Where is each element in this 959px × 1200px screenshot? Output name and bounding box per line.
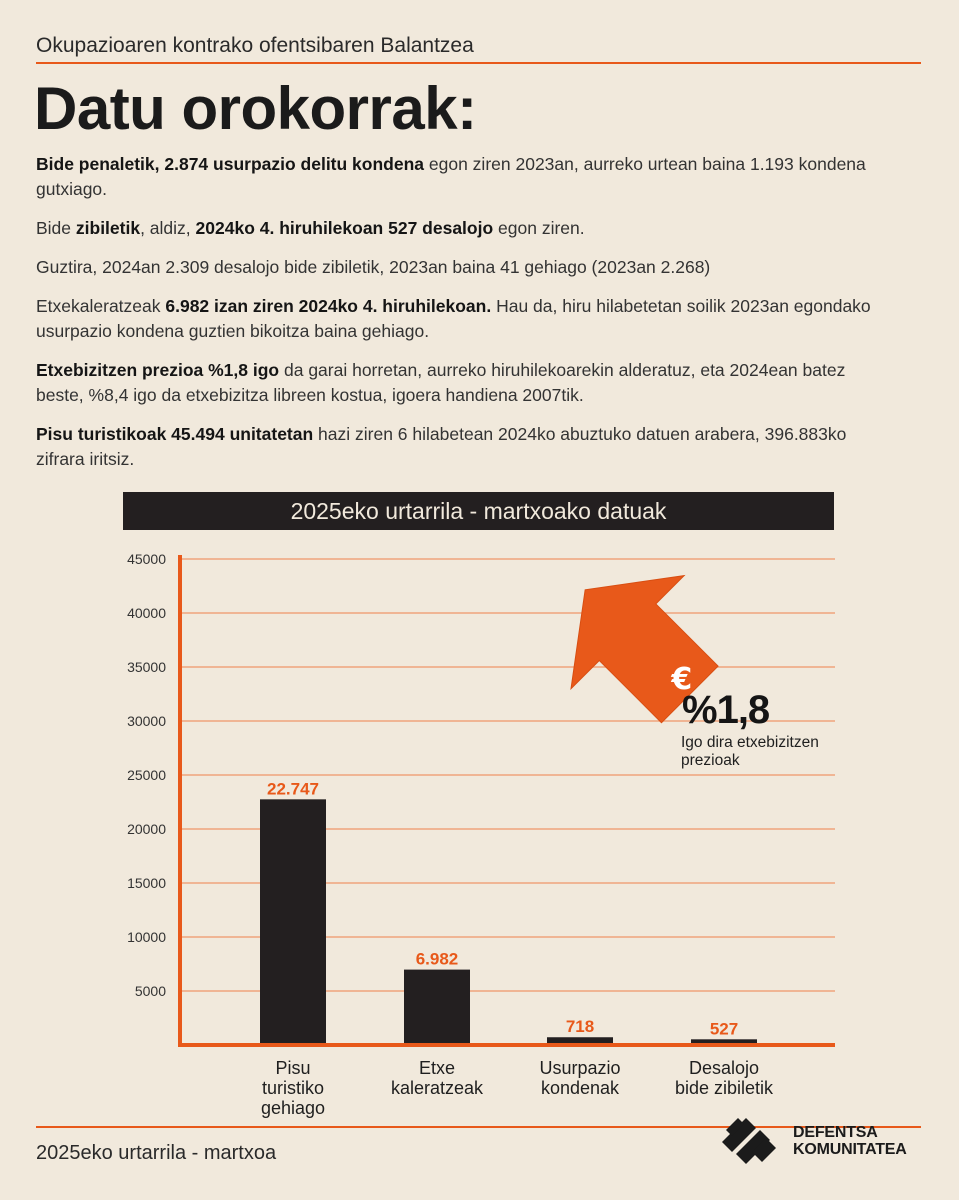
paragraph-text: , aldiz, [140, 218, 196, 238]
bar [691, 1039, 757, 1043]
paragraph-bold-text: Etxebizitzen prezioa %1,8 igo [36, 360, 280, 380]
euro-icon: € [671, 661, 693, 697]
bar-value-label: 6.982 [415, 949, 459, 969]
category-label: Etxe [418, 1058, 456, 1078]
paragraph-bold-text: Pisu turistikoak 45.494 unitatetan [36, 424, 314, 444]
logo-line-2: KOMUNITATEA [793, 1141, 907, 1158]
y-tick-label: 25000 [127, 767, 166, 783]
y-tick-label: 30000 [127, 713, 166, 729]
summary-paragraph [36, 255, 896, 280]
summary-paragraph [36, 422, 896, 472]
paragraph-bold-text: 2024ko 4. hiruhilekoan 527 desalojo [195, 218, 494, 238]
summary-paragraph [36, 294, 896, 344]
bar-value-label: 527 [709, 1019, 739, 1039]
paragraph-text: egon ziren. [493, 218, 585, 238]
bar [547, 1037, 613, 1043]
summary-paragraphs [36, 152, 896, 486]
y-tick-label: 10000 [127, 929, 166, 945]
paragraph-text: hazi ziren 6 hilabetean 2024ko abuztuko datuen arabera, 396.883ko zifrara iritsiz. [36, 424, 847, 469]
category-label: turistiko [261, 1078, 325, 1098]
paragraph-bold-text: 6.982 izan ziren 2024ko 4. hiruhilekoan. [165, 296, 492, 316]
logo-mark-icon [722, 1118, 776, 1164]
bar-chart [0, 540, 959, 1125]
logo-line-1: DEFENTSA [793, 1124, 878, 1141]
category-label: kaleratzeak [390, 1078, 484, 1098]
bar [404, 970, 470, 1043]
top-divider [36, 62, 921, 64]
category-label: Pisu [275, 1058, 311, 1078]
paragraph-text: Hau da, hiru hilabetetan soilik 2023an egondako usurpazio kondena guztien bikoitza baina gehiago. [36, 296, 871, 341]
y-tick-label: 40000 [127, 605, 166, 621]
y-tick-label: 35000 [127, 659, 166, 675]
summary-paragraph [36, 152, 896, 202]
chart-title: 2025eko urtarrila - martxoako datuak [123, 492, 834, 530]
paragraph-text: Guztira, 2024an 2.309 desalojo bide zibiletik, 2023an baina 41 gehiago (2023an 2.268) [36, 257, 711, 277]
bar [260, 799, 326, 1043]
footer-date: 2025eko urtarrila - martxoa [36, 1142, 277, 1164]
category-label: bide zibiletik [674, 1078, 774, 1098]
category-label: Desalojo [688, 1058, 760, 1078]
y-tick-label: 15000 [127, 875, 166, 891]
summary-paragraph [36, 358, 896, 408]
bar-value-label: 718 [565, 1017, 595, 1037]
paragraph-text: egon ziren 2023an, aurreko urtean baina 1.193 kondena gutxiago. [36, 154, 866, 199]
category-label: Usurpazio [539, 1058, 621, 1078]
paragraph-bold-text: zibiletik [75, 218, 141, 238]
y-tick-label: 45000 [127, 551, 166, 567]
page-title: Datu orokorrak: [34, 75, 477, 142]
y-tick-label: 20000 [127, 821, 166, 837]
logo-text [793, 1124, 907, 1158]
y-tick-label: 5000 [134, 983, 166, 999]
paragraph-text: Etxekaleratzeak [36, 296, 166, 316]
category-label: kondenak [540, 1078, 620, 1098]
summary-paragraph [36, 216, 896, 241]
price-increase-caption: Igo dira etxebizitzen prezioak [681, 734, 819, 769]
paragraph-text: Bide [36, 218, 76, 238]
header-kicker: Okupazioaren kontrako ofentsibaren Balantzea [36, 34, 474, 57]
paragraph-text: da garai horretan, aurreko hiruhilekoarekin alderatuz, eta 2024ean batez beste, %8,4 igo da etxebizitza libreen kostua, igoera handiena 2007tik. [36, 360, 846, 405]
bar-value-label: 22.747 [267, 779, 319, 799]
paragraph-bold-text: Bide penaletik, 2.874 usurpazio delitu kondena [36, 154, 425, 174]
category-label: gehiago [260, 1098, 326, 1118]
price-increase-value: %1,8 [682, 688, 770, 732]
